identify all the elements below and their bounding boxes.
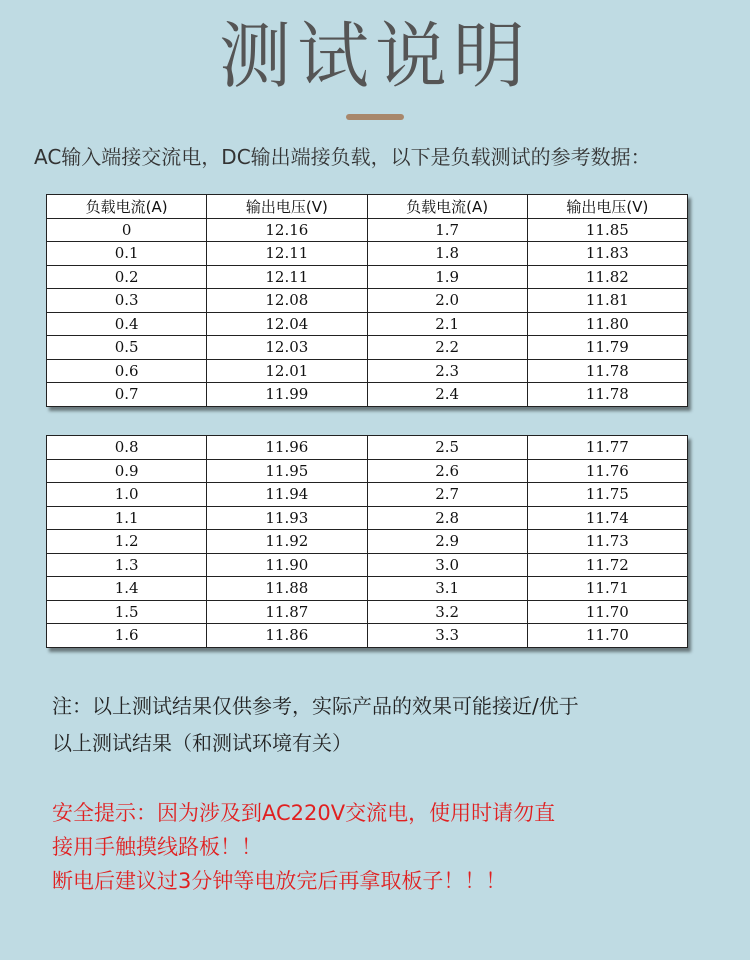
load-current-cell: 0	[47, 218, 207, 242]
load-current-cell: 1.9	[367, 265, 527, 289]
output-voltage-cell: 12.04	[207, 312, 367, 336]
load-current-cell: 2.7	[367, 483, 527, 507]
output-voltage-cell: 11.78	[527, 359, 687, 383]
load-current-cell: 2.5	[367, 436, 527, 460]
load-current-cell: 0.8	[47, 436, 207, 460]
output-voltage-cell: 11.85	[527, 218, 687, 242]
table-row	[47, 459, 688, 483]
table-row	[47, 600, 688, 624]
load-current-cell: 0.1	[47, 242, 207, 266]
output-voltage-cell: 11.95	[207, 459, 367, 483]
output-voltage-cell: 11.78	[527, 383, 687, 407]
header-output-voltage: 输出电压(V)	[207, 195, 367, 219]
load-current-cell: 1.7	[367, 218, 527, 242]
load-current-cell: 3.1	[367, 577, 527, 601]
output-voltage-cell: 11.96	[207, 436, 367, 460]
load-current-cell: 2.1	[367, 312, 527, 336]
output-voltage-cell: 11.88	[207, 577, 367, 601]
load-current-cell: 1.2	[47, 530, 207, 554]
output-voltage-cell: 11.75	[527, 483, 687, 507]
load-current-cell: 1.8	[367, 242, 527, 266]
warning-line: 接用手触摸线路板！！	[52, 835, 262, 859]
load-current-cell: 0.9	[47, 459, 207, 483]
intro-text: AC输入端接交流电，DC输出端接负载，以下是负载测试的参考数据：	[34, 145, 651, 169]
load-current-cell: 0.2	[47, 265, 207, 289]
output-voltage-cell: 11.92	[207, 530, 367, 554]
table-row	[47, 359, 688, 383]
load-current-cell: 1.1	[47, 506, 207, 530]
load-current-cell: 0.7	[47, 383, 207, 407]
load-current-cell: 0.5	[47, 336, 207, 360]
table-row	[47, 553, 688, 577]
load-current-cell: 3.0	[367, 553, 527, 577]
output-voltage-cell: 11.77	[527, 436, 687, 460]
output-voltage-cell: 11.94	[207, 483, 367, 507]
load-current-cell: 1.6	[47, 624, 207, 648]
output-voltage-cell: 12.08	[207, 289, 367, 313]
output-voltage-cell: 11.82	[527, 265, 687, 289]
table-row	[47, 336, 688, 360]
output-voltage-cell: 11.93	[207, 506, 367, 530]
header-output-voltage: 输出电压(V)	[527, 195, 687, 219]
note-line: 以上测试结果（和测试环境有关）	[52, 731, 352, 755]
header-load-current: 负载电流(A)	[47, 195, 207, 219]
page-title: 测试说明	[218, 14, 531, 98]
table-row	[47, 312, 688, 336]
output-voltage-cell: 11.83	[527, 242, 687, 266]
output-voltage-cell: 11.71	[527, 577, 687, 601]
load-current-cell: 2.3	[367, 359, 527, 383]
table-row	[47, 436, 688, 460]
note-line: 注：以上测试结果仅供参考，实际产品的效果可能接近/优于	[52, 694, 579, 718]
load-current-cell: 1.4	[47, 577, 207, 601]
output-voltage-cell: 11.70	[527, 600, 687, 624]
load-current-cell: 2.6	[367, 459, 527, 483]
load-current-cell: 0.4	[47, 312, 207, 336]
table-row	[47, 383, 688, 407]
load-current-cell: 2.4	[367, 383, 527, 407]
load-current-cell: 2.9	[367, 530, 527, 554]
load-test-table-2	[46, 435, 688, 648]
table-row	[47, 483, 688, 507]
table-row	[47, 265, 688, 289]
output-voltage-cell: 11.72	[527, 553, 687, 577]
load-current-cell: 2.0	[367, 289, 527, 313]
load-current-cell: 2.8	[367, 506, 527, 530]
output-voltage-cell: 12.11	[207, 265, 367, 289]
safety-warning	[52, 796, 712, 898]
output-voltage-cell: 11.70	[527, 624, 687, 648]
load-current-cell: 0.3	[47, 289, 207, 313]
output-voltage-cell: 11.76	[527, 459, 687, 483]
load-current-cell: 2.2	[367, 336, 527, 360]
output-voltage-cell: 12.01	[207, 359, 367, 383]
test-note	[52, 688, 712, 762]
output-voltage-cell: 11.87	[207, 600, 367, 624]
output-voltage-cell: 11.99	[207, 383, 367, 407]
warning-line: 安全提示：因为涉及到AC220V交流电，使用时请勿直	[52, 801, 556, 825]
output-voltage-cell: 12.16	[207, 218, 367, 242]
output-voltage-cell: 11.74	[527, 506, 687, 530]
output-voltage-cell: 11.80	[527, 312, 687, 336]
table-row	[47, 289, 688, 313]
load-current-cell: 0.6	[47, 359, 207, 383]
output-voltage-cell: 12.03	[207, 336, 367, 360]
table-row	[47, 577, 688, 601]
output-voltage-cell: 11.86	[207, 624, 367, 648]
table-row	[47, 218, 688, 242]
warning-line: 断电后建议过3分钟等电放完后再拿取板子！！！	[52, 869, 507, 893]
table-header-row	[47, 195, 688, 219]
load-current-cell: 3.3	[367, 624, 527, 648]
output-voltage-cell: 11.79	[527, 336, 687, 360]
output-voltage-cell: 11.73	[527, 530, 687, 554]
load-current-cell: 1.0	[47, 483, 207, 507]
table-row	[47, 242, 688, 266]
output-voltage-cell: 12.11	[207, 242, 367, 266]
table-row	[47, 530, 688, 554]
load-current-cell: 1.3	[47, 553, 207, 577]
load-test-table-1	[46, 194, 688, 407]
header-load-current: 负载电流(A)	[367, 195, 527, 219]
table-row	[47, 506, 688, 530]
table-row	[47, 624, 688, 648]
output-voltage-cell: 11.90	[207, 553, 367, 577]
load-current-cell: 1.5	[47, 600, 207, 624]
title-divider	[346, 114, 404, 120]
output-voltage-cell: 11.81	[527, 289, 687, 313]
load-current-cell: 3.2	[367, 600, 527, 624]
